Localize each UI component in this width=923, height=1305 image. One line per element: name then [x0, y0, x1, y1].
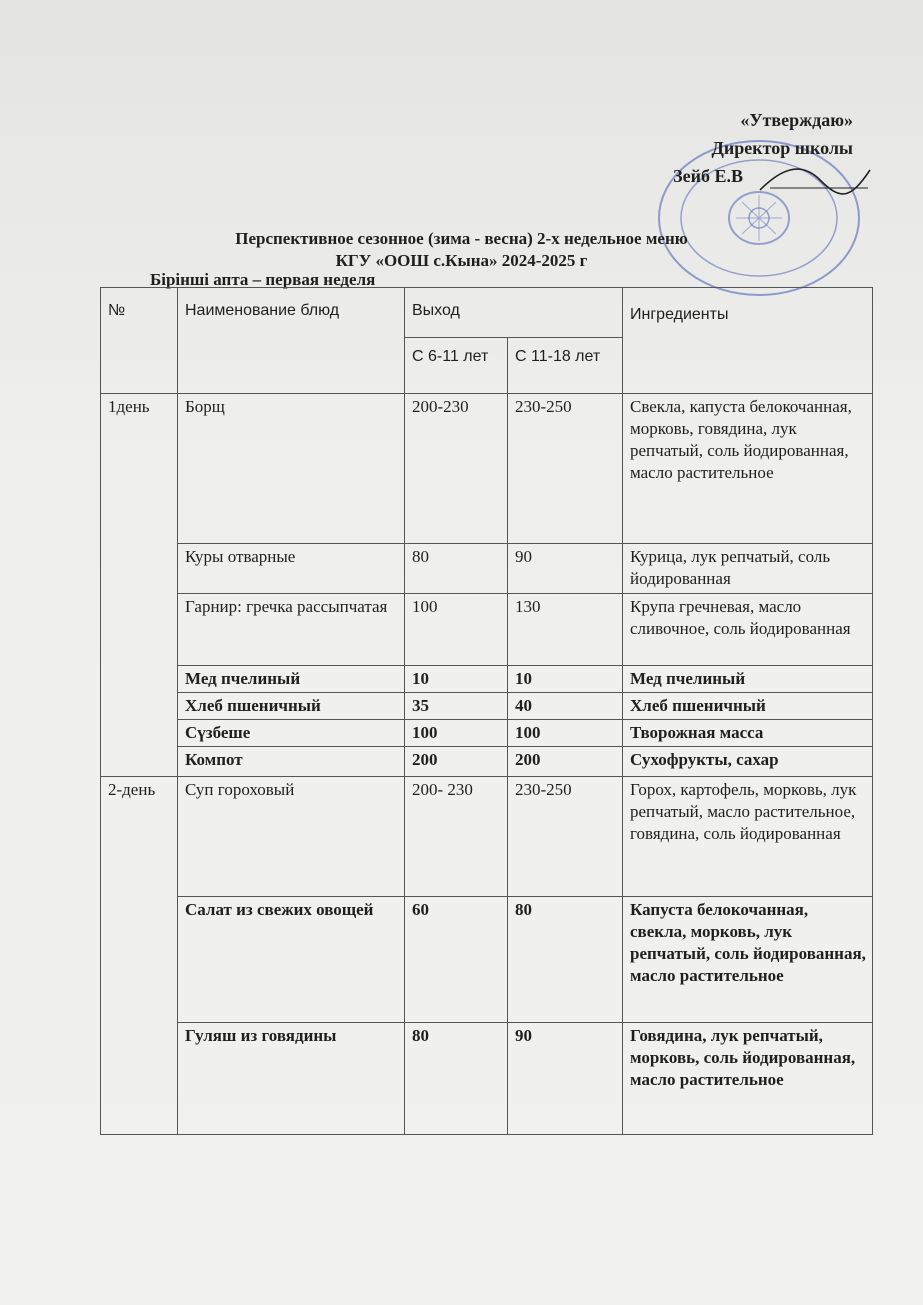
table-row	[101, 720, 873, 747]
ingredients-cell: Свекла, капуста белокочанная, морковь, говядина, лук репчатый, соль йодированная, масло растительное	[623, 394, 873, 544]
table-row	[101, 666, 873, 693]
portion-11-18: 130	[508, 594, 623, 666]
day-label: 2-день	[101, 777, 178, 1135]
ingredients-cell: Курица, лук репчатый, соль йодированная	[623, 544, 873, 594]
dish-name: Компот	[178, 747, 405, 777]
table-row	[101, 897, 873, 1023]
menu-table	[100, 287, 873, 1135]
portion-11-18: 230-250	[508, 777, 623, 897]
portion-11-18: 40	[508, 693, 623, 720]
approval-name: Зейб Е.В	[673, 166, 743, 186]
dish-name: Салат из свежих овощей	[178, 897, 405, 1023]
week-label: Бірінші апта – первая неделя	[150, 270, 376, 289]
ingredients-cell: Крупа гречневая, масло сливочное, соль йодированная	[623, 594, 873, 666]
approval-position: Директор школы	[711, 138, 853, 158]
portion-6-11: 80	[405, 1023, 508, 1135]
portion-6-11: 35	[405, 693, 508, 720]
menu-table-body	[101, 394, 873, 1135]
dish-name: Борщ	[178, 394, 405, 544]
portion-6-11: 10	[405, 666, 508, 693]
header-age-11-18: С 11-18 лет	[508, 338, 623, 394]
ingredients-cell: Говядина, лук репчатый, морковь, соль йодированная, масло растительное	[623, 1023, 873, 1135]
dish-name: Сүзбеше	[178, 720, 405, 747]
portion-11-18: 80	[508, 897, 623, 1023]
portion-6-11: 200-230	[405, 394, 508, 544]
dish-name: Гуляш из говядины	[178, 1023, 405, 1135]
ingredients-cell: Горох, картофель, морковь, лук репчатый, масло растительное, говядина, соль йодированная	[623, 777, 873, 897]
portion-6-11: 200- 230	[405, 777, 508, 897]
header-age-6-11: С 6-11 лет	[405, 338, 508, 394]
portion-11-18: 90	[508, 1023, 623, 1135]
portion-11-18: 100	[508, 720, 623, 747]
approval-heading: «Утверждаю»	[740, 110, 853, 130]
portion-6-11: 100	[405, 594, 508, 666]
portion-11-18: 10	[508, 666, 623, 693]
title-line-2: КГУ «ООШ с.Кына» 2024-2025 г	[335, 251, 588, 270]
dish-name: Хлеб пшеничный	[178, 693, 405, 720]
portion-6-11: 60	[405, 897, 508, 1023]
day-label: 1день	[101, 394, 178, 777]
table-row	[101, 544, 873, 594]
dish-name: Гарнир: гречка рассыпчатая	[178, 594, 405, 666]
header-ingredients: Ингредиенты	[623, 288, 873, 394]
dish-name: Куры отварные	[178, 544, 405, 594]
dish-name: Суп гороховый	[178, 777, 405, 897]
ingredients-cell: Сухофрукты, сахар	[623, 747, 873, 777]
portion-11-18: 230-250	[508, 394, 623, 544]
table-row	[101, 1023, 873, 1135]
portion-11-18: 200	[508, 747, 623, 777]
ingredients-cell: Творожная масса	[623, 720, 873, 747]
header-number: №	[101, 288, 178, 394]
portion-11-18: 90	[508, 544, 623, 594]
table-row	[101, 747, 873, 777]
ingredients-cell: Хлеб пшеничный	[623, 693, 873, 720]
dish-name: Мед пчелиный	[178, 666, 405, 693]
portion-6-11: 80	[405, 544, 508, 594]
handwritten-signature	[740, 150, 880, 210]
portion-6-11: 100	[405, 720, 508, 747]
ingredients-cell: Мед пчелиный	[623, 666, 873, 693]
table-row	[101, 394, 873, 544]
document-title	[0, 228, 923, 272]
header-output: Выход	[405, 288, 623, 338]
ingredients-cell: Капуста белокочанная, свекла, морковь, лук репчатый, соль йодированная, масло растительное	[623, 897, 873, 1023]
title-line-1: Перспективное сезонное (зима - весна) 2-х недельное меню	[235, 229, 688, 248]
table-row	[101, 693, 873, 720]
header-dish: Наименование блюд	[178, 288, 405, 394]
table-row	[101, 594, 873, 666]
portion-6-11: 200	[405, 747, 508, 777]
table-row	[101, 777, 873, 897]
